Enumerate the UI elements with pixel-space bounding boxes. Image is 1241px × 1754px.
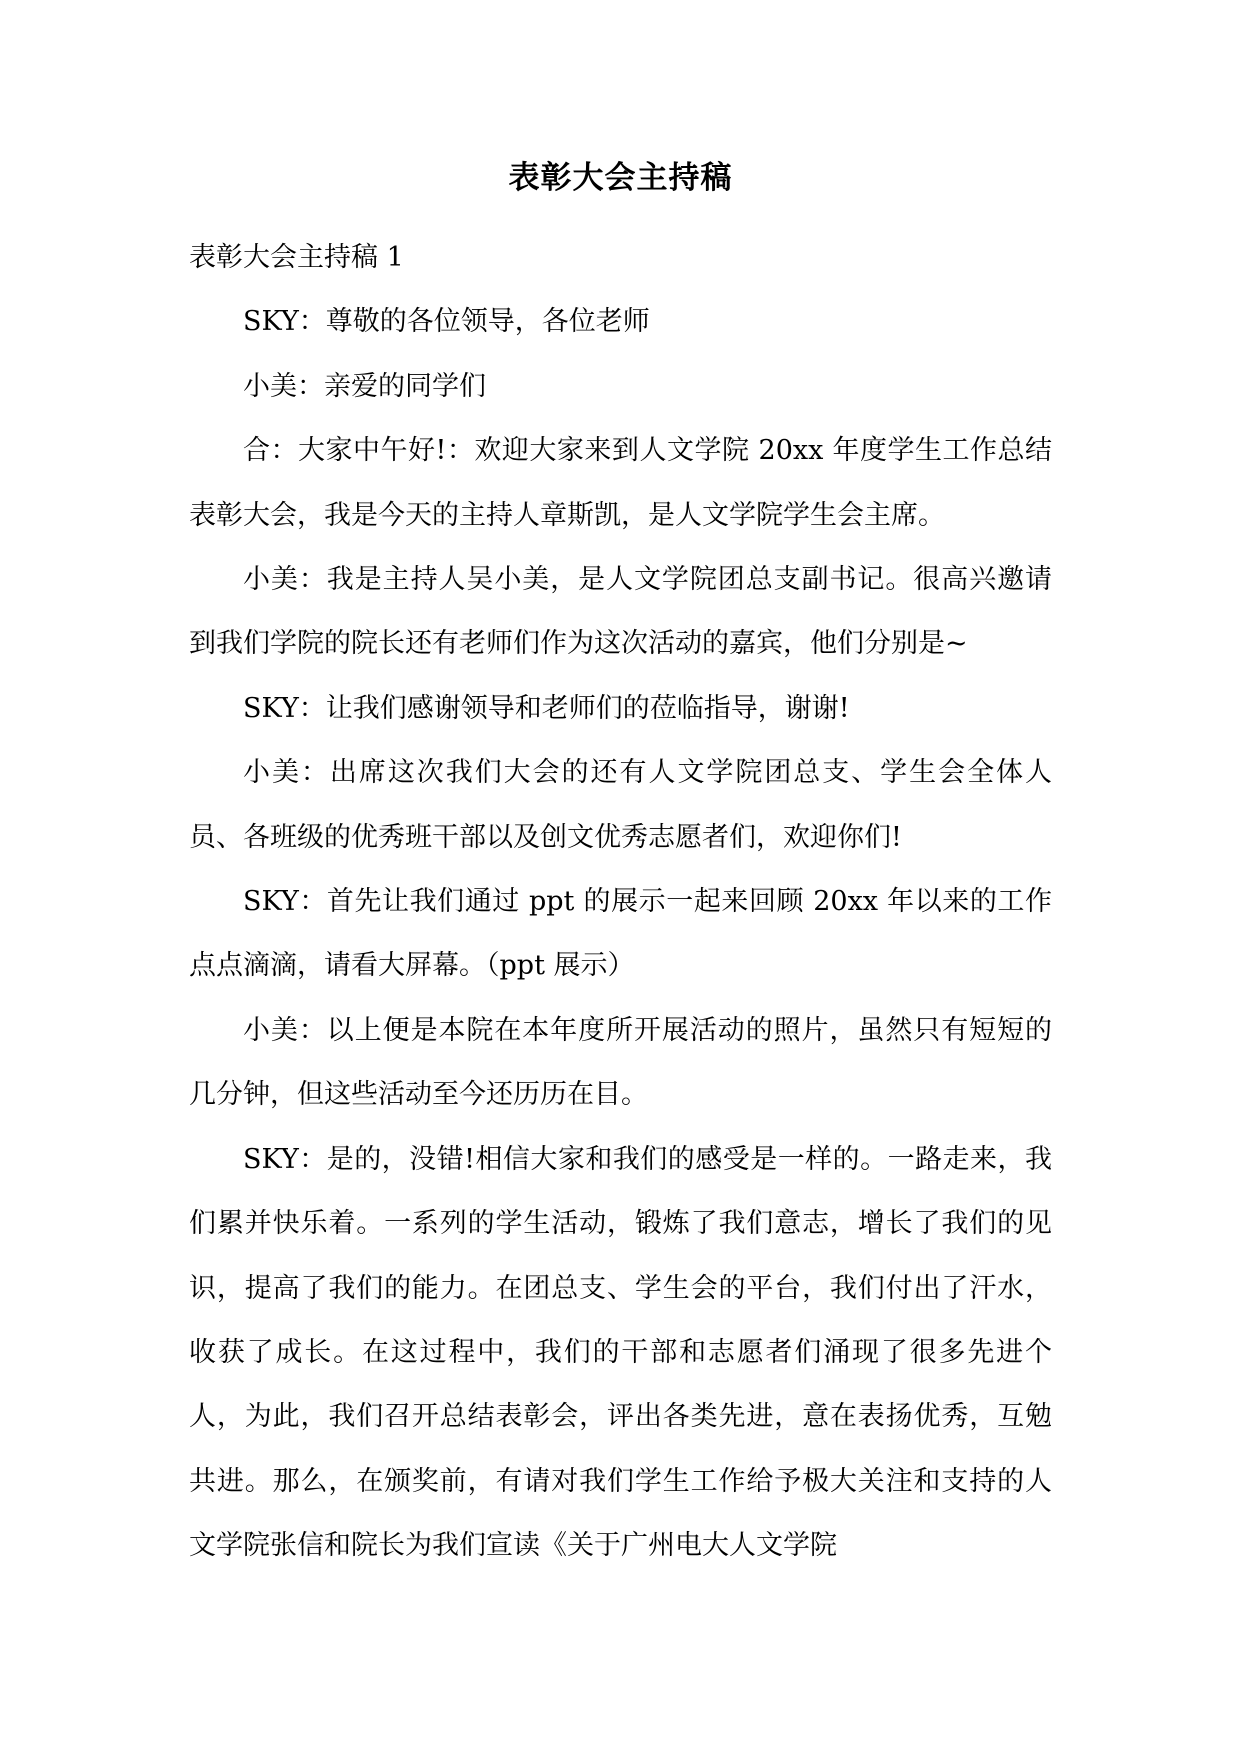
paragraph: SKY：尊敬的各位领导，各位老师 — [243, 306, 650, 338]
paragraph: SKY：是的，没错!相信大家和我们的感受是一样的。一路走来，我们累并快乐着。一系列的学生活动，锻炼了我们意志，增长了我们的见识，提高了我们的能力。在团总支、学生会的平台，我们付出了汗水，收获了成长。在这过程中，我们的干部和志愿者们涌现了很多先进个人，为此，我们召开总结表彰会，评出各类先进，意在表扬优秀，互勉共进。那么，在颁奖前，有请对我们学生工作给予极大关注和支持的人文学院张信和院长为我们宣读《关于广州电大人文学院 — [189, 1143, 1052, 1562]
document-title: 表彰大会主持稿 — [508, 160, 733, 196]
paragraph: 表彰大会主持稿 1 — [189, 242, 404, 273]
paragraph: 小美：以上便是本院在本年度所开展活动的照片，虽然只有短短的几分钟，但这些活动至今还历历在目。 — [189, 1014, 1052, 1111]
paragraph: 小美：出席这次我们大会的还有人文学院团总支、学生会全体人员、各班级的优秀班干部以及创文优秀志愿者们，欢迎你们! — [189, 757, 1052, 853]
paragraph: 小美：我是主持人吴小美，是人文学院团总支副书记。很高兴邀请到我们学院的院长还有老师们作为这次活动的嘉宾，他们分别是~ — [189, 564, 1052, 660]
paragraph: SKY：让我们感谢领导和老师们的莅临指导，谢谢! — [243, 692, 850, 724]
paragraph: 小美：亲爱的同学们 — [243, 370, 486, 402]
paragraph: SKY：首先让我们通过 ppt 的展示一起来回顾 20xx 年以来的工作点点滴滴，请看大屏幕。（ppt 展示） — [189, 886, 1052, 982]
document-body — [189, 226, 1052, 1579]
paragraph: 合：大家中午好!：欢迎大家来到人文学院 20xx 年度学生工作总结表彰大会，我是今天的主持人章斯凯，是人文学院学生会主席。 — [189, 435, 1052, 531]
